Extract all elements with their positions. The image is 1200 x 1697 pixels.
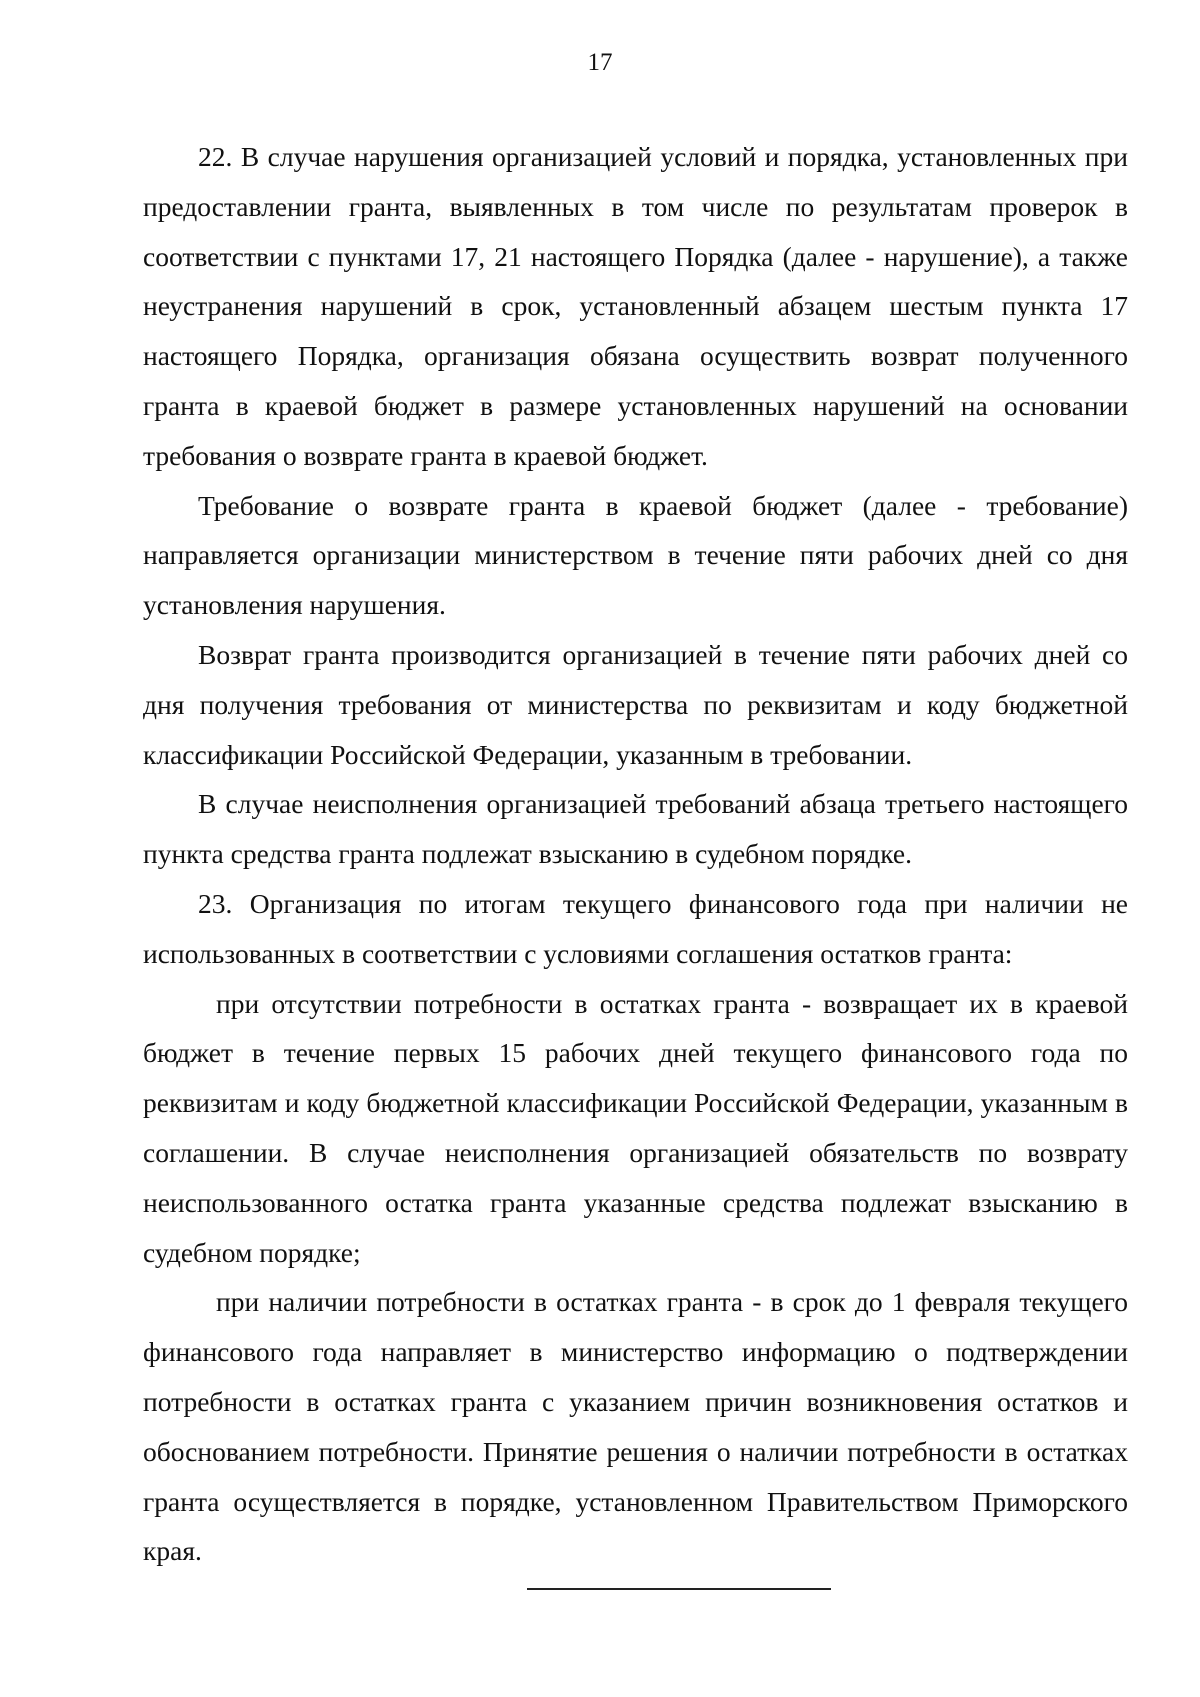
paragraph-return-demand: Требование о возврате гранта в краевой бюджет (далее - требование) направляется организации министерством в течение пяти рабочих дней со дня установления нарушения. xyxy=(143,489,1128,621)
end-divider-line xyxy=(527,1588,831,1590)
paragraph-court-recovery: В случае неисполнения организацией требований абзаца третьего настоящего пункта средства гранта подлежат взысканию в судебном порядке. xyxy=(143,788,1128,870)
paragraph-return-procedure: Возврат гранта производится организацией в течение пяти рабочих дней со дня получения требования от министерства по реквизитам и коду бюджетной классификации Российской Федерации, указанным в требовании. xyxy=(143,638,1128,770)
paragraph-23: 23. Организация по итогам текущего финансового года при наличии не использованных в соответствии с условиями соглашения остатков гранта: xyxy=(143,887,1128,969)
page-number: 17 xyxy=(587,49,613,76)
paragraph-22: 22. В случае нарушения организацией условий и порядка, установленных при предоставлении гранта, выявленных в том числе по результатам проверок в соответствии с пунктами 17, 21 настоящего Порядка (далее - нарушение), а также неустранения нарушений в срок, установленный абзацем шестым пункта 17 настоящего Порядка, организация обязана осуществить возврат полученного гранта в краевой бюджет в размере установленных нарушений на основании требования о возврате гранта в краевой бюджет. xyxy=(143,141,1128,471)
paragraph-no-need: при отсутствии потребности в остатках гранта - возвращает их в краевой бюджет в течение первых 15 рабочих дней текущего финансового года по реквизитам и коду бюджетной классификации Российской Федерации, указанным в соглашении. В случае неисполнения организацией обязательств по возврату неиспользованного остатка гранта указанные средства подлежат взысканию в судебном порядке; xyxy=(143,987,1128,1268)
paragraph-need: при наличии потребности в остатках гранта - в срок до 1 февраля текущего финансового года направляет в министерство информацию о подтверждении потребности в остатках гранта с указанием причин возникновения остатков и обоснованием потребности. Принятие решения о наличии потребности в остатках гранта осуществляется в порядке, установленном Правительством Приморского края. xyxy=(143,1286,1128,1567)
document-body xyxy=(143,132,1128,1576)
